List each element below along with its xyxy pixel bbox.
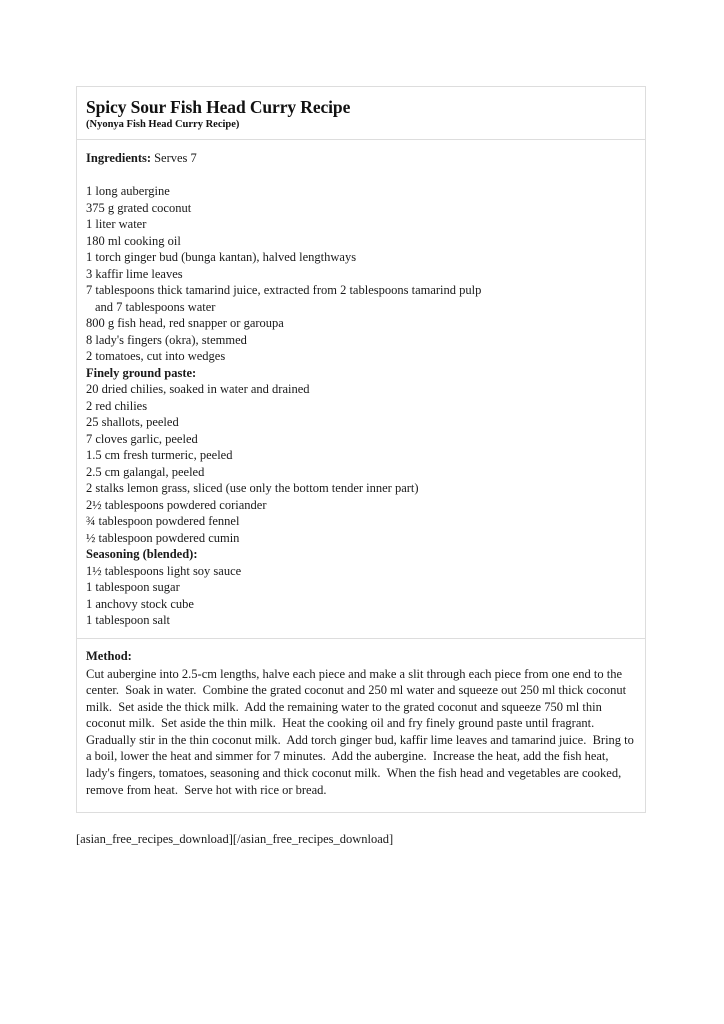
ingredient-item: 2.5 cm galangal, peeled	[86, 464, 205, 479]
ingredient-item: ¾ tablespoon powdered fennel	[86, 514, 240, 528]
ingredient-item: 2½ tablespoons powdered coriander	[86, 497, 267, 512]
ingredient-item: 8 lady's fingers (okra), stemmed	[86, 332, 247, 347]
ingredient-item: 1 liter water	[86, 217, 147, 231]
ingredient-list	[86, 183, 636, 629]
ingredient-item: 20 dried chilies, soaked in water and drained	[86, 382, 310, 396]
ingredient-item: 1 anchovy stock cube	[86, 596, 194, 611]
ingredients-section	[77, 140, 645, 639]
ingredient-item: 1 tablespoon sugar	[86, 580, 180, 594]
ingredient-item: 1 torch ginger bud (bunga kantan), halved lengthways	[86, 250, 357, 264]
ingredient-item: 1½ tablespoons light soy sauce	[86, 563, 242, 578]
shortcode-footer: [asian_free_recipes_download][/asian_free_recipes_download]	[76, 832, 394, 846]
serves-line	[86, 150, 636, 167]
ingredient-item: 2 stalks lemon grass, sliced (use only the bottom tender inner part)	[86, 481, 419, 495]
ingredient-item: 1.5 cm fresh turmeric, peeled	[86, 448, 233, 462]
ingredient-group-heading: Finely ground paste:	[86, 365, 197, 380]
method-label: Method:	[86, 648, 132, 663]
recipe-title: Spicy Sour Fish Head Curry Recipe	[86, 97, 351, 117]
ingredient-item: 1 long aubergine	[86, 184, 170, 198]
ingredient-item: and 7 tablespoons water	[95, 299, 216, 314]
ingredient-item: 2 red chilies	[86, 398, 148, 413]
ingredient-item: 7 tablespoons thick tamarind juice, extracted from 2 tablespoons tamarind pulp	[86, 283, 482, 297]
method-body: Cut aubergine into 2.5-cm lengths, halve each piece and make a slit through each piece from one end to the center. Soak in water. Combine the grated coconut and 250 ml water and squeeze out 250 ml thick coconut milk. Set aside the thick milk. Add the remaining water to the grated coconut and squeeze 750 ml thin coconut milk. Set aside the thin milk. Heat the cooking oil and fry finely ground paste until fragrant. Gradually stir in the thin coconut milk. Add torch ginger bud, kaffir lime leaves and tamarind juice. Bring to a boil, lower the heat and simmer for 7 minutes. Add the aubergine. Increase the heat, add the fish heat, lady's fingers, tomatoes, seasoning and thick coconut milk. When the fish head and vegetables are cooked, remove from heat. Serve hot with rice or bread.	[86, 666, 638, 797]
ingredient-item: 375 g grated coconut	[86, 200, 192, 215]
ingredient-item: 1 tablespoon salt	[86, 613, 171, 627]
ingredient-item: 3 kaffir lime leaves	[86, 266, 183, 281]
recipe-card	[76, 86, 646, 813]
ingredient-item: ½ tablespoon powdered cumin	[86, 530, 240, 545]
recipe-header	[77, 87, 645, 140]
ingredients-label: Ingredients:	[86, 151, 152, 165]
ingredient-group-heading: Seasoning (blended):	[86, 547, 198, 561]
ingredient-item: 7 cloves garlic, peeled	[86, 431, 198, 446]
ingredient-item: 800 g fish head, red snapper or garoupa	[86, 316, 284, 330]
ingredient-item: 180 ml cooking oil	[86, 233, 181, 248]
ingredient-item: 25 shallots, peeled	[86, 415, 179, 429]
recipe-subtitle: (Nyonya Fish Head Curry Recipe)	[86, 119, 240, 130]
serves-value: Serves 7	[154, 151, 197, 165]
method-section	[77, 639, 645, 813]
ingredient-item: 2 tomatoes, cut into wedges	[86, 349, 226, 363]
